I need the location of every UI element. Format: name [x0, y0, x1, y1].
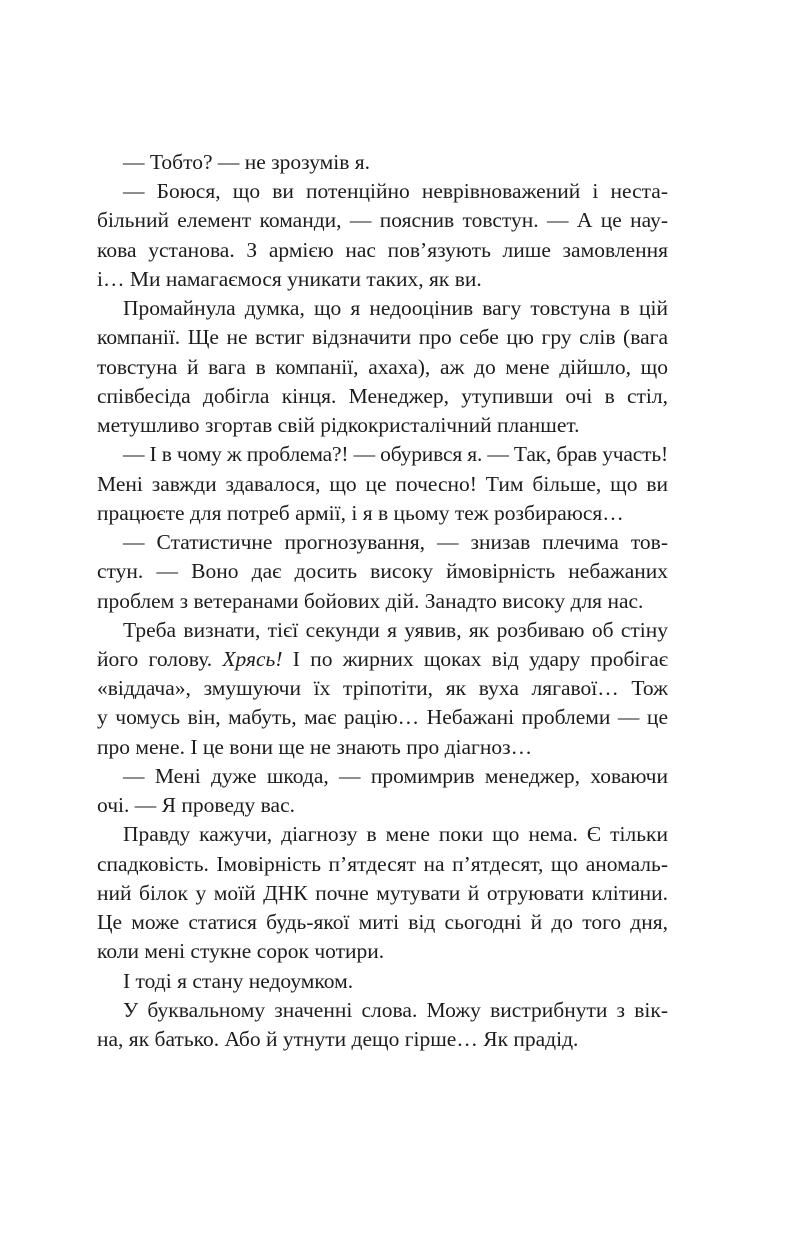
text-line-content: Треба визнати, тієї секунди я уявив, як розбиваю об стіну	[123, 617, 668, 642]
text-line-content: коли мені стукне сорок чотири.	[97, 939, 385, 964]
paragraph	[97, 440, 668, 528]
text-line	[97, 148, 668, 177]
text-line	[97, 470, 668, 499]
text-line	[97, 440, 668, 469]
text-line-content: І тоді я стану недоумком.	[123, 968, 354, 993]
text-line	[97, 1025, 668, 1054]
text-line-content: — Боюся, що ви потенційно неврівноважений і неста-	[123, 179, 668, 204]
text-line	[97, 323, 668, 352]
text-line-content: у чомусь він, мабуть, має рацію… Небажані проблеми — це	[97, 705, 668, 730]
paragraph	[97, 294, 668, 440]
text-line	[97, 996, 668, 1025]
text-line-content: і… Ми намагаємося уникати таких, як ви.	[97, 266, 482, 291]
paragraph	[97, 528, 668, 616]
text-line-content: «віддача», змушуючи їх тріпотіти, як вуха лягавої… Тож	[97, 676, 668, 701]
text-line-content: — Тобто? — не зрозумів я.	[123, 150, 371, 174]
text-line-content: працюєте для потреб армії, і я в цьому теж розбираюся…	[97, 500, 624, 525]
paragraph	[97, 996, 668, 1054]
paragraph	[97, 967, 668, 996]
text-line-content: Це може статися будь-якої миті від сьогодні й до того дня,	[97, 910, 668, 935]
text-line-content	[97, 645, 668, 674]
paragraph	[97, 148, 668, 177]
text-line	[97, 294, 668, 323]
text-line	[97, 382, 668, 411]
text-line-content: очі. — Я проведу вас.	[97, 793, 296, 818]
paragraph	[97, 762, 668, 820]
text-line-content: спадковість. Імовірність п’ятдесят на п’ятдесят, що аномаль-	[97, 851, 668, 876]
text-line	[97, 762, 668, 791]
text-line	[97, 236, 668, 265]
text-line	[97, 557, 668, 586]
text-line-content: співбесіда добігла кінця. Менеджер, утупивши очі в стіл,	[97, 383, 668, 408]
text-line	[97, 703, 668, 732]
text-line	[97, 528, 668, 557]
paragraph	[97, 616, 668, 762]
text-line	[97, 206, 668, 235]
text-line-content: ний білок у моїй ДНК почне мутувати й отруювати клітини.	[97, 880, 668, 905]
text-line	[97, 645, 668, 674]
text-line	[97, 791, 668, 820]
text-line	[97, 411, 668, 440]
text-line	[97, 616, 668, 645]
text-line-content: — І в чому ж проблема?! — обурився я. — Так, брав участь!	[123, 442, 668, 467]
paragraph	[97, 820, 668, 966]
text-line	[97, 850, 668, 879]
text-line	[97, 674, 668, 703]
text-line-content: товстуна й вага в компанії, ахаха), аж до мене дійшло, що	[97, 354, 668, 379]
text-line-content: кова установа. З армією нас пов’язують лише замовлення	[97, 237, 668, 262]
text-line-content: про мене. І це вони ще не знають про діагноз…	[97, 734, 533, 759]
text-line-content: У буквальному значенні слова. Можу вистрибнути з вік-	[123, 997, 668, 1022]
text-line-content: Промайнула думка, що я недооцінив вагу товстуна в цій	[123, 296, 668, 321]
text-segment: його голову.	[97, 646, 223, 671]
text-line-content: на, як батько. Або й утнути дещо гірше… Як прадід.	[97, 1027, 579, 1052]
text-line	[97, 879, 668, 908]
text-line	[97, 908, 668, 937]
text-segment: І по жирних щоках від удару пробігає	[282, 646, 668, 671]
text-line	[97, 353, 668, 382]
text-line-content: більний елемент команди, — пояснив товстун. — А це нау-	[97, 208, 668, 233]
paragraph	[97, 177, 668, 294]
text-line-content: проблем з ветеранами бойових дій. Занадто високу для нас.	[97, 588, 644, 613]
text-line-content: метушливо згортав свій рідкокристалічний планшет.	[97, 413, 580, 438]
italic-emphasis: Хрясь!	[222, 646, 283, 671]
text-line	[97, 587, 668, 616]
text-line	[97, 820, 668, 849]
text-line-content: стун. — Воно дає досить високу ймовірність небажаних	[97, 559, 668, 584]
text-line-content: компанії. Ще не встиг відзначити про себе цю гру слів (вага	[97, 325, 668, 350]
body-text	[97, 148, 668, 1054]
text-line-content: Мені завжди здавалося, що це почесно! Тим більше, що ви	[97, 471, 668, 496]
text-line-content: Правду кажучи, діагнозу в мене поки що нема. Є тільки	[123, 822, 668, 847]
text-line	[97, 937, 668, 966]
text-line-content: — Статистичне прогнозування, — знизав плечима тов-	[123, 530, 668, 555]
text-line-content: — Мені дуже шкода, — промимрив менеджер, ховаючи	[123, 763, 668, 788]
text-line	[97, 499, 668, 528]
text-line	[97, 733, 668, 762]
text-line	[97, 265, 668, 294]
text-line	[97, 967, 668, 996]
text-line	[97, 177, 668, 206]
